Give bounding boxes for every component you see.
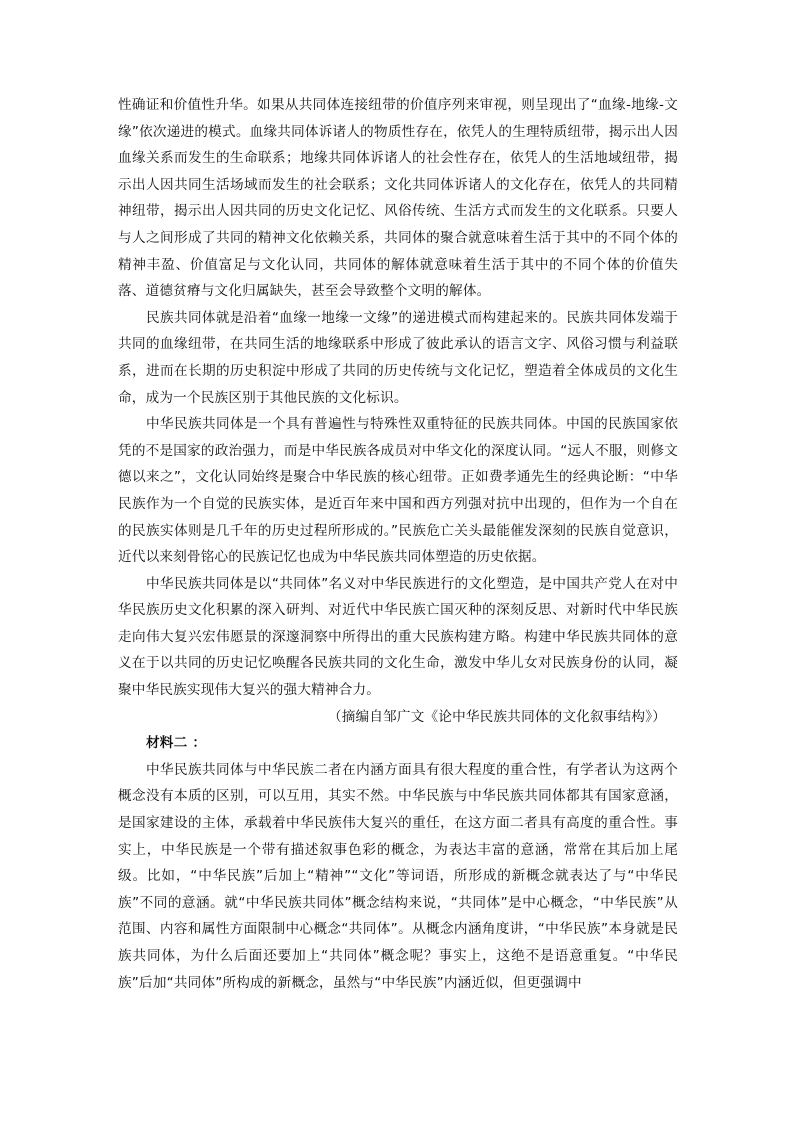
paragraph-chinese-nation-community: 中华民族共同体是一个具有普遍性与特殊性双重特征的民族共同体。中国的民族国家依凭的不是国家的政治强力，而是中华民族各成员对中华文化的深度认同。“远人不服，则修文德以来之”，文化认同始终是聚合中华民族的核心纽带。正如费孝通先生的经典论断：“中华民族作为一个自觉的民族实体，是近百年来中国和西方列强对抗中出现的，但作为一个自在的民族实体则是几千年的历史过程所形成的。”民族危亡关头最能催发深刻的民族自觉意识，近代以来刻骨铭心的民族记忆也成为中华民族共同体塑造的历史依据。	[118, 416, 678, 566]
paragraph-cultural-shaping: 中华民族共同体是以“共同体”名义对中华民族进行的文化塑造，是中国共产党人在对中华民族历史文化积累的深入研判、对近代中华民族亡国灭种的深刻反思、对新时代中华民族走向伟大复兴宏伟愿景的深邃洞察中所得出的重大民族构建方略。构建中华民族共同体的意义在于以共同的历史记忆唤醒各民族共同的文化生命，激发中华儿女对民族身份的认同，凝聚中华民族实现伟大复兴的强大精神合力。	[118, 575, 678, 699]
paragraph-ethnic-community: 民族共同体就是沿着“血缘一地缘一文缘”的递进模式而构建起来的。民族共同体发端于共同的血缘纽带，在共同生活的地缘联系中形成了彼此承认的语言文字、风俗习惯与利益联系，进而在长期的历史积淀中形成了共同的历史传统与文化记忆，塑造着全体成员的文化生命，成为一个民族区别于其他民族的文化标识。	[118, 309, 678, 406]
paragraph-material-two: 中华民族共同体与中华民族二者在内涵方面具有很大程度的重合性，有学者认为这两个概念没有本质的区别，可以互用，其实不然。中华民族与中华民族共同体都其有国家意涵，是国家建设的主体，承载着中华民族伟大复兴的重任，在这方面二者具有高度的重合性。事实上，中华民族是一个带有描述叙事色彩的概念，为表达丰富的意涵，常常在其后加上尾级。比如，“中华民族”后加上“精神”“文化”等词语，所形成的新概念就表达了与“中华民族”不同的意涵。就“中华民族共同体”概念结构来说，“共同体”是中心概念，“中华民族”从范围、内容和属性方面限制中心概念“共同体”。从概念内涵角度讲，“中华民族”本身就是民族共同体，为什么后面还要加上“共同体”概念呢？事实上，这绝不是语意重复。“中华民族”后加“共同体”所构成的新概念，虽然与“中华民族”内涵近似，但更强调中	[118, 761, 678, 991]
source-citation: （摘编自邹广文《论中华民族共同体的文化叙事结构》）	[327, 708, 666, 725]
paragraph-continuation: 性确证和价值性升华。如果从共同体连接纽带的价值序列来审视，则呈现出了“血缘-地缘-文缘”依次递进的模式。血缘共同体诉诸人的物质性存在，依凭人的生理特质纽带，揭示出人因血缘关系而发生的生命联系；地缘共同体诉诸人的社会性存在，依凭人的生活地域纽带，揭示出人因共同生活场域而发生的社会联系；文化共同体诉诸人的文化存在，依凭人的共同精神纽带，揭示出人因共同的历史文化记忆、风俗传统、生活方式而发生的文化联系。只要人与人之间形成了共同的精神文化依赖关系，共同体的聚合就意味着生活于其中的不同个体的精神丰盈、价值富足与文化认同，共同体的解体就意味着生活于其中的不同个体的价值失落、道德贫瘠与文化归属缺失，甚至会导致整个文明的解体。	[118, 97, 678, 300]
document-body	[118, 92, 678, 996]
material-two-heading: 材料二 ：	[146, 735, 207, 752]
